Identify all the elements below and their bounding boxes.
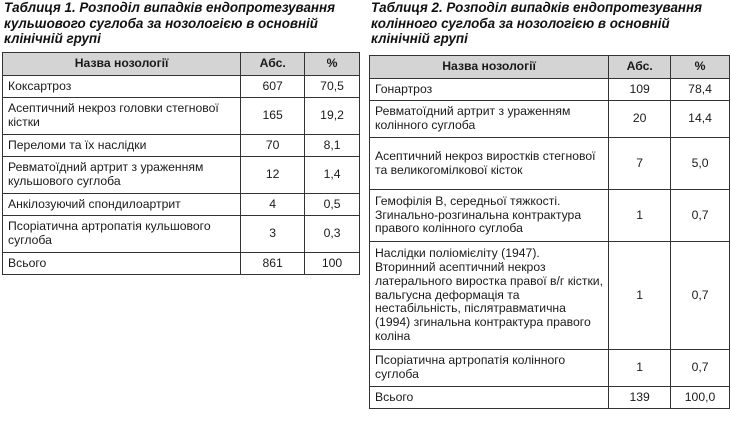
column-header-abs: Абс. [609,56,671,79]
table-row [3,157,360,194]
cell-abs: 7 [609,138,671,190]
table-row [3,216,360,253]
cell-percent: 100,0 [671,387,730,409]
table-row [3,98,360,135]
cell-name: Асептичний некроз головки стегнової кістки [3,98,241,135]
cell-percent: 14,4 [671,101,730,138]
cell-name: Всього [370,387,609,409]
cell-percent: 19,2 [305,98,360,135]
cell-abs: 20 [609,101,671,138]
table-total-row [3,253,360,275]
cell-name: Псоріатична артропатія кульшового суглоба [3,216,241,253]
table-row [3,135,360,157]
column-header-percent: % [305,53,360,76]
column-header-name: Назва нозології [3,53,241,76]
table-2-header-row [370,56,730,79]
cell-percent: 0,3 [305,216,360,253]
cell-abs: 3 [241,216,305,253]
table-1-header-row [3,53,360,76]
cell-name: Анкілозуючий спондилоартрит [3,194,241,216]
table-row [3,76,360,98]
table-row [370,350,730,387]
cell-percent: 0,5 [305,194,360,216]
table-1 [2,52,360,275]
table-1-block [2,0,360,275]
table-2 [369,55,730,409]
table-2-caption: Таблиця 2. Розподіл випадків ендопротезування колінного суглоба за нозологією в основній клінічній групі [371,0,702,46]
cell-abs: 607 [241,76,305,98]
cell-percent: 78,4 [671,79,730,101]
cell-percent: 0,7 [671,350,730,387]
cell-abs: 139 [609,387,671,409]
cell-percent: 100 [305,253,360,275]
cell-name: Коксартроз [3,76,241,98]
column-header-percent: % [671,56,730,79]
table-row [370,190,730,242]
cell-name: Гонартроз [370,79,609,101]
table-1-caption: Таблиця 1. Розподіл випадків ендопротезування кульшового суглоба за нозологією в основній клінічній групі [4,0,335,46]
cell-abs: 12 [241,157,305,194]
cell-name: Ревматоїдний артрит з ураженням кульшового суглоба [3,157,241,194]
cell-name: Псоріатична артропатія колінного суглоба [370,350,609,387]
table-2-block [369,0,730,409]
table-row [370,79,730,101]
table-row [370,138,730,190]
cell-name: Всього [3,253,241,275]
cell-name: Асептичний некроз виростків стегнової та великогомілкової кісток [370,138,609,190]
cell-percent: 0,7 [671,242,730,350]
cell-abs: 1 [609,190,671,242]
cell-abs: 1 [609,242,671,350]
cell-name: Ревматоїдний артрит з ураженням колінного суглоба [370,101,609,138]
cell-name: Переломи та їх наслідки [3,135,241,157]
cell-percent: 70,5 [305,76,360,98]
cell-abs: 1 [609,350,671,387]
cell-percent: 8,1 [305,135,360,157]
table-row [370,101,730,138]
table-total-row [370,387,730,409]
cell-abs: 4 [241,194,305,216]
cell-abs: 109 [609,79,671,101]
cell-percent: 5,0 [671,138,730,190]
cell-abs: 165 [241,98,305,135]
table-row [3,194,360,216]
table-row [370,242,730,350]
column-header-name: Назва нозології [370,56,609,79]
cell-abs: 861 [241,253,305,275]
cell-name: Гемофілія В, середньої тяжкості. Згинально-розгинальна контрактура правого колінного суглоба [370,190,609,242]
column-header-abs: Абс. [241,53,305,76]
cell-percent: 0,7 [671,190,730,242]
cell-name: Наслідки поліомієліту (1947). Вторинний асептичний некроз латерального виростка правої в/г кістки, вальгусна деформація та нестабільність, післятравматична (1994) згинальна контрактура правого коліна [370,242,609,350]
cell-percent: 1,4 [305,157,360,194]
cell-abs: 70 [241,135,305,157]
